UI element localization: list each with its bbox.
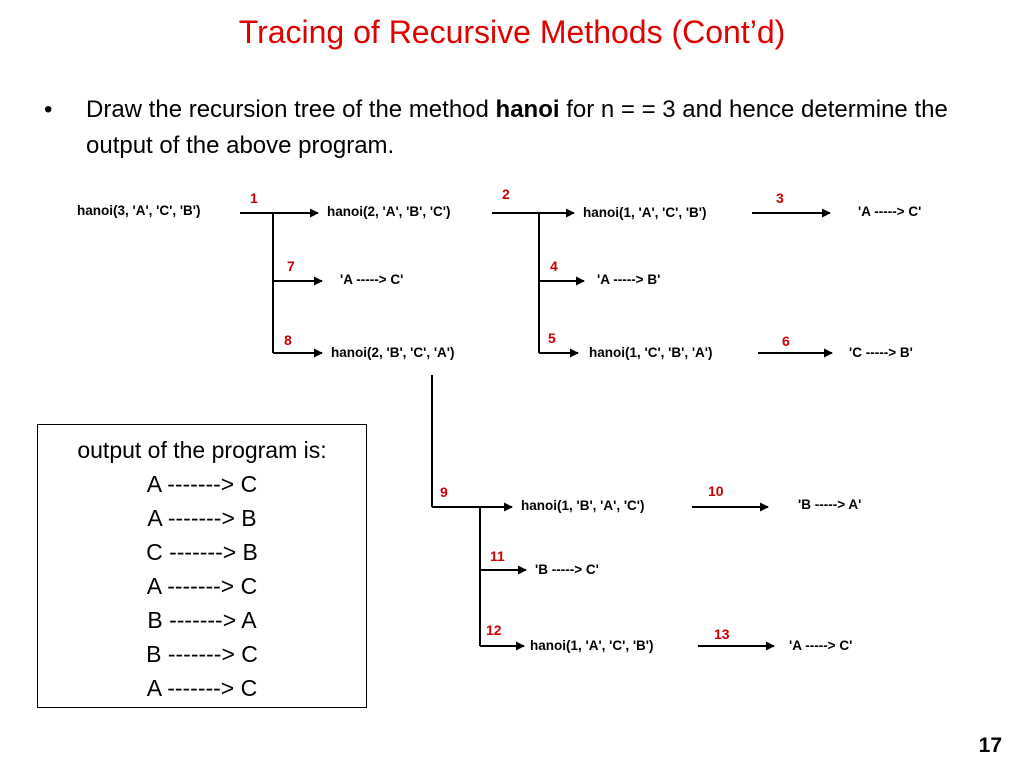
node-output-AC-7: 'A -----> C' (340, 272, 404, 287)
node-output-AC-bottom: 'A -----> C' (789, 638, 853, 653)
step-number-11: 11 (490, 548, 505, 564)
step-number-2: 2 (502, 186, 510, 202)
node-output-BC: 'B -----> C' (535, 562, 599, 577)
output-line: A -------> B (147, 505, 257, 531)
output-line: C -------> B (146, 539, 258, 565)
step-number-13: 13 (714, 626, 730, 642)
step-number-9: 9 (440, 484, 448, 500)
output-line: A -------> C (146, 573, 258, 599)
step-number-12: 12 (486, 622, 502, 638)
node-output-AC-top: 'A -----> C' (858, 204, 922, 219)
step-number-1: 1 (250, 190, 258, 206)
step-number-10: 10 (708, 483, 724, 499)
node-root: hanoi(3, 'A', 'C', 'B') (77, 203, 201, 218)
step-number-6: 6 (782, 333, 790, 349)
step-number-7: 7 (287, 258, 295, 274)
slide-title: Tracing of Recursive Methods (Cont’d) (238, 14, 786, 50)
output-line: A -------> C (146, 675, 258, 701)
node-hanoi2-ABC: hanoi(2, 'A', 'B', 'C') (327, 204, 451, 219)
output-line: A -------> C (146, 471, 258, 497)
node-hanoi1-ACB-top: hanoi(1, 'A', 'C', 'B') (583, 205, 707, 220)
bullet-text-start: Draw the recursion tree of the method (86, 96, 496, 123)
node-output-CB: 'C -----> B' (849, 345, 913, 360)
node-hanoi1-ACB-bottom: hanoi(1, 'A', 'C', 'B') (530, 638, 654, 653)
step-number-8: 8 (284, 332, 292, 348)
bullet-method-name: hanoi (495, 96, 560, 123)
node-output-BA: 'B -----> A' (798, 497, 862, 512)
bullet-marker: • (44, 96, 53, 123)
node-hanoi2-BCA: hanoi(2, 'B', 'C', 'A') (331, 345, 455, 360)
step-number-5: 5 (548, 330, 556, 346)
output-line: B -------> C (146, 641, 258, 667)
node-hanoi1-BAC: hanoi(1, 'B', 'A', 'C') (521, 498, 645, 513)
output-line: B -------> A (147, 607, 257, 633)
output-box (37, 424, 367, 708)
bullet-text-end: for n = = 3 and hence determine the output of the above program. (86, 96, 948, 159)
node-output-AB: 'A -----> B' (597, 272, 661, 287)
step-number-3: 3 (776, 190, 784, 206)
node-hanoi1-CBA: hanoi(1, 'C', 'B', 'A') (589, 345, 713, 360)
output-heading: output of the program is: (77, 437, 327, 463)
step-number-4: 4 (550, 258, 558, 274)
page-number: 17 (978, 734, 1002, 757)
